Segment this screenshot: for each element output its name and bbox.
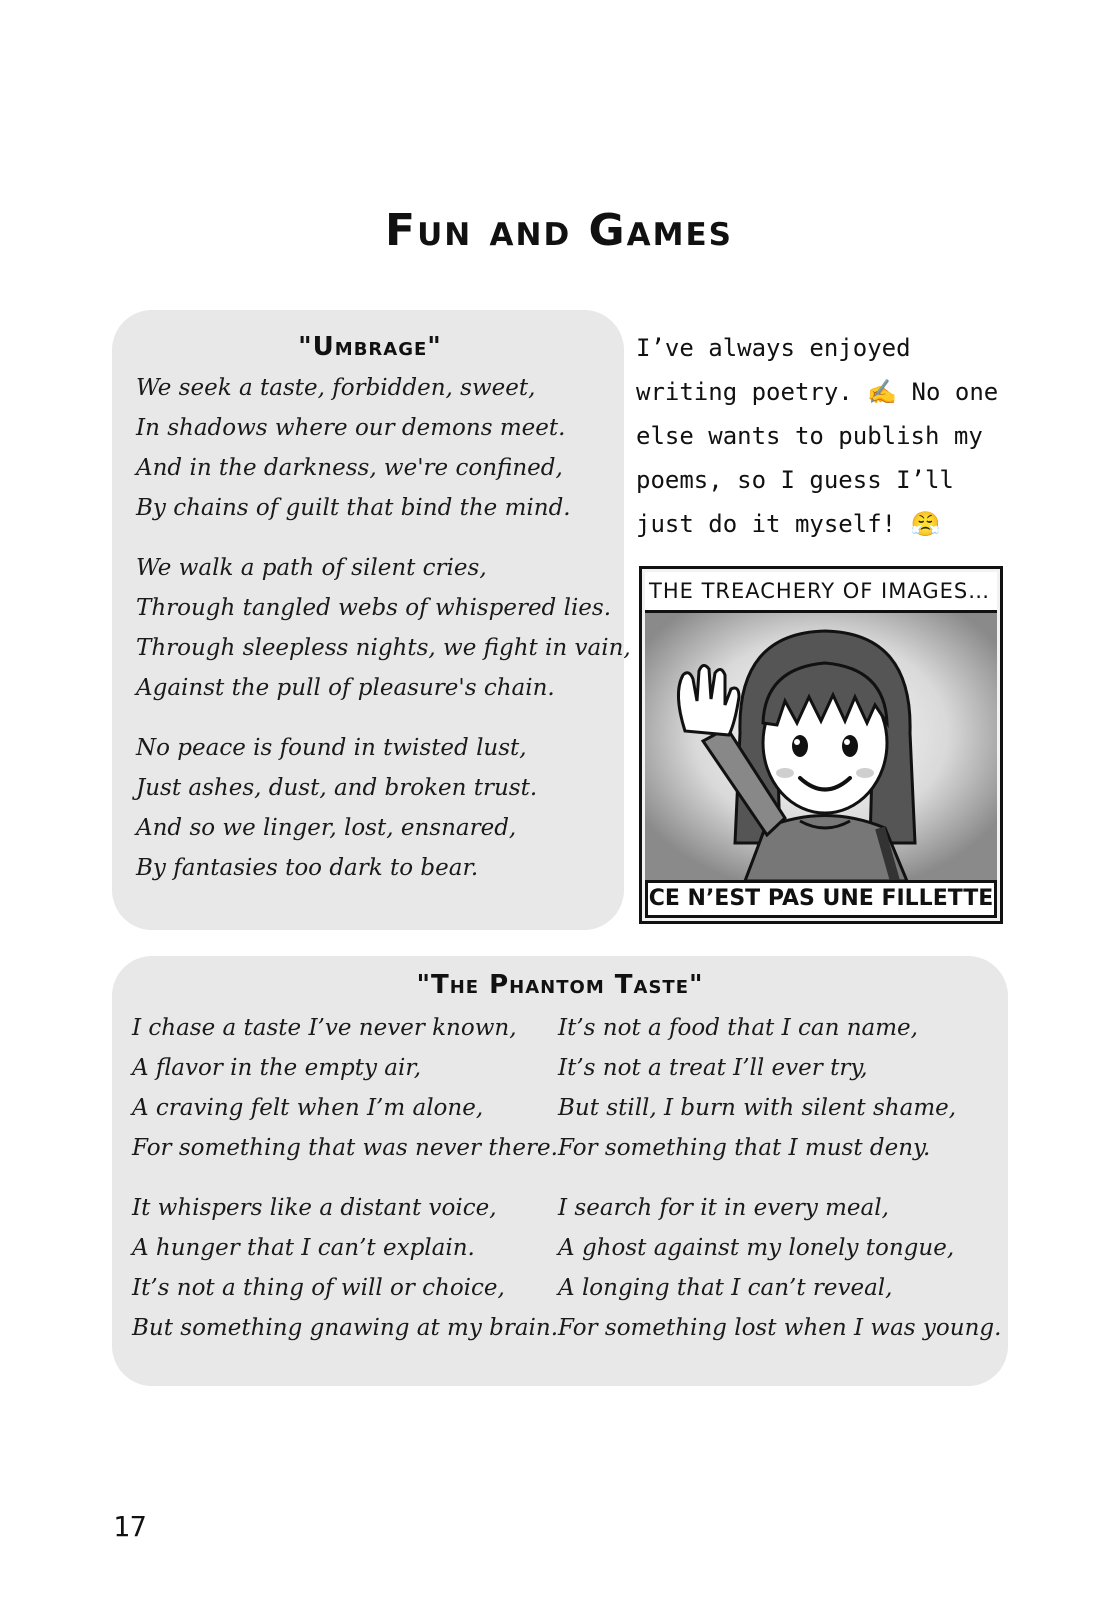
poem-line: I search for it in every meal, bbox=[558, 1195, 889, 1221]
poem-line: For something that was never there. bbox=[132, 1135, 558, 1161]
poem-line: But still, I burn with silent shame, bbox=[558, 1095, 957, 1121]
poem-box-phantom-taste bbox=[112, 956, 1008, 1386]
poem-line: For something that I must deny. bbox=[558, 1135, 931, 1161]
intro-text-1: I’ve always enjoyed writing poetry. bbox=[636, 334, 911, 406]
stanza bbox=[132, 1008, 558, 1168]
stanza bbox=[136, 548, 631, 708]
huffing-face-icon: 😤 bbox=[910, 510, 941, 538]
poem-line: A longing that I can’t reveal, bbox=[558, 1275, 893, 1301]
poem-box-umbrage bbox=[112, 310, 631, 930]
poem-line: And in the darkness, we're confined, bbox=[136, 455, 563, 481]
stanza bbox=[558, 1008, 998, 1168]
intro-text-2: No one else wants to publish my poems, so I guess I’ll just do it myself! bbox=[636, 378, 999, 538]
poem-line: It’s not a treat I’ll ever try, bbox=[558, 1055, 868, 1081]
poem-line: In shadows where our demons meet. bbox=[136, 415, 566, 441]
poem-line: Just ashes, dust, and broken trust. bbox=[136, 775, 538, 801]
poem-line: A ghost against my lonely tongue, bbox=[558, 1235, 955, 1261]
waving-girl-illustration bbox=[645, 613, 997, 881]
page-number: 17 bbox=[113, 1510, 147, 1543]
poem-line: It’s not a thing of will or choice, bbox=[132, 1275, 505, 1301]
poem-title: "Umbrage" bbox=[298, 332, 442, 362]
intro-text bbox=[636, 326, 1016, 546]
poem-line: Through tangled webs of whispered lies. bbox=[136, 595, 612, 621]
poem-line: A craving felt when I’m alone, bbox=[132, 1095, 484, 1121]
poem-column-right bbox=[558, 1008, 1002, 1348]
poem-line: But something gnawing at my brain. bbox=[132, 1315, 559, 1341]
poem-line: I chase a taste I’ve never known, bbox=[132, 1015, 517, 1041]
comic-bottom-caption: CE N’EST PAS UNE FILLETTE bbox=[645, 880, 997, 918]
comic-top-caption: THE TREACHERY OF IMAGES… bbox=[645, 572, 997, 613]
poem-line: By chains of guilt that bind the mind. bbox=[136, 495, 571, 521]
stanza bbox=[558, 1188, 1002, 1348]
poem-line: By fantasies too dark to bear. bbox=[136, 855, 479, 881]
comic-panel bbox=[639, 566, 1003, 924]
poem-title: "The Phantom Taste" bbox=[416, 970, 704, 1000]
poem-line: And so we linger, lost, ensnared, bbox=[136, 815, 517, 841]
poem-line: A hunger that I can’t explain. bbox=[132, 1235, 475, 1261]
poem-line: We walk a path of silent cries, bbox=[136, 555, 487, 581]
poem-line: A flavor in the empty air, bbox=[132, 1055, 422, 1081]
writing-hand-icon: ✍️ bbox=[867, 378, 898, 406]
stanza bbox=[136, 728, 604, 888]
poem-line: We seek a taste, forbidden, sweet, bbox=[136, 375, 536, 401]
poem-line: Through sleepless nights, we fight in vain, bbox=[136, 635, 631, 661]
stanza bbox=[132, 1188, 558, 1348]
poem-line: Against the pull of pleasure's chain. bbox=[136, 675, 555, 701]
poem-line: No peace is found in twisted lust, bbox=[136, 735, 527, 761]
poem-line: It whispers like a distant voice, bbox=[132, 1195, 497, 1221]
poem-line: For something lost when I was young. bbox=[558, 1315, 1002, 1341]
poem-column-left bbox=[132, 1008, 558, 1348]
stanza bbox=[136, 368, 604, 528]
poem-columns bbox=[132, 1008, 1002, 1348]
page-title: Fun and Games bbox=[385, 205, 733, 256]
poem-line: It’s not a food that I can name, bbox=[558, 1015, 918, 1041]
